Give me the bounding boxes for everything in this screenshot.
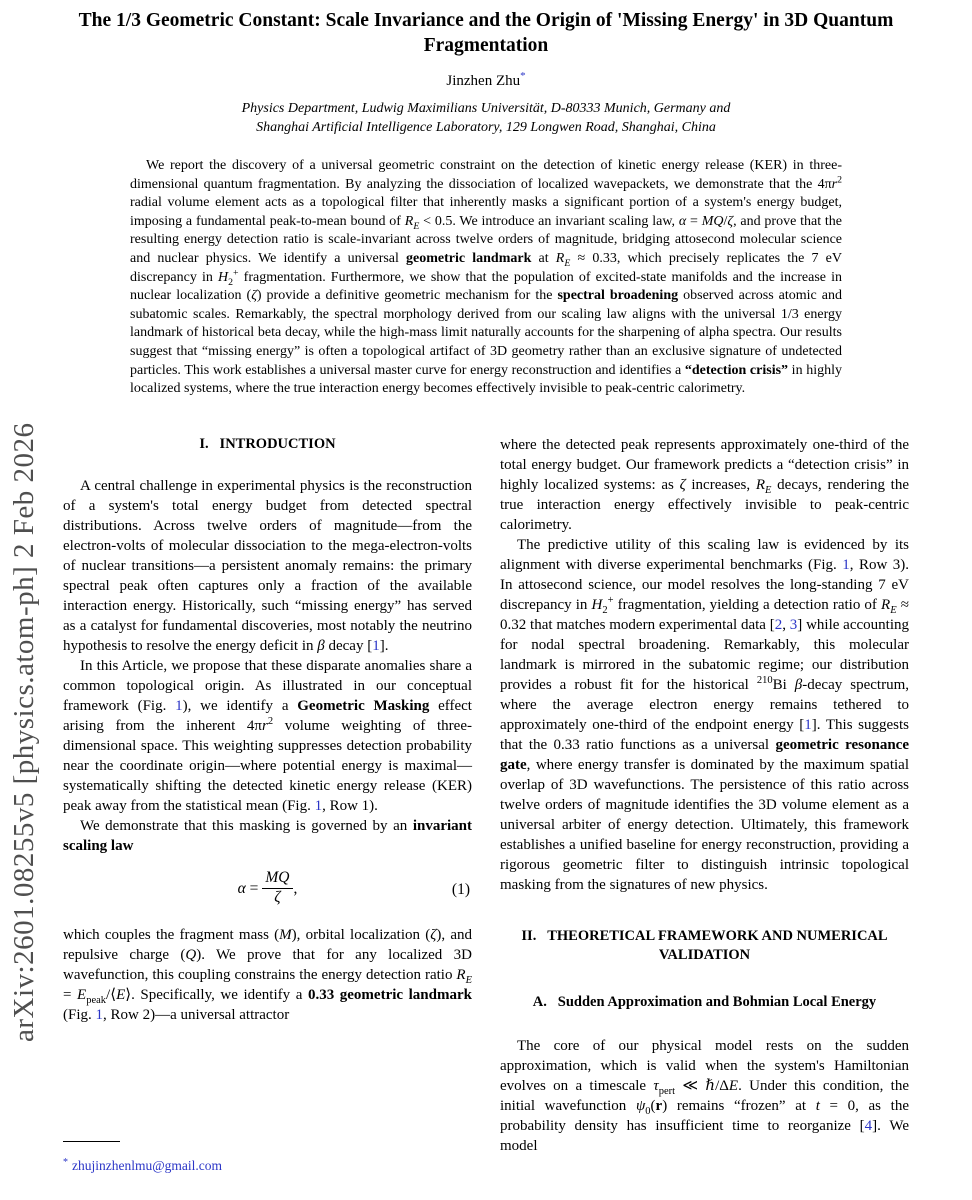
- left-column: [63, 435, 472, 1156]
- abstract: We report the discovery of a universal geometric constraint on the detection of kinetic energy release (KER) in three-dimensional quantum fragmentation. By analyzing the dissociation of localized wavepackets, we demonstrate that the $4\pi r^2$ radial volume element acts as a topological filter that inherently masks a significant portion of a system's energy budget, imposing a fundamental peak-to-mean bound of $R_E < 0.5$. We introduce an invariant scaling law, α = MQ/ζ, and prove that the resulting energy detection ratio is scale-invariant across twelve orders of magnitude, bridging attosecond molecular science and nuclear physics. We identify a universal geometric landmark at $R_E \approx 0.33$, which precisely replicates the 7 eV discrepancy in $H_2^+$ fragmentation. Furthermore, we show that the population of excited-state manifolds and the increase in nuclear localization (ζ) provide a definitive geometric mechanism for the spectral broadening observed across atomic and subatomic scales. Remarkably, the spectral morphology derived from our scaling law aligns with the universal 1/3 energy landmark of historical beta decay, while the high-mass limit naturally accounts for the sharpening of alpha spectra. Our results suggest that “missing energy” is often a topological artifact of 3D geometry rather than an exclusive signature of undetected particles. This work establishes a universal master curve for energy reconstruction and identifies a “detection crisis” in highly localized systems, where the true interaction energy becomes effectively invisible to peak-centric calorimetry.: [130, 158, 843, 397]
- section-heading-theoretical-framework: II. THEORETICAL FRAMEWORK AND NUMERICAL VALIDATION: [521, 927, 888, 963]
- intro-paragraph-3b: which couples the fragment mass (M), orbital localization (ζ), and repulsive charge (Q). We prove that for any localized 3D wavefunction, this coupling constrains the energy detection ratio $R_E$ = $E_{peak}/⟨E⟩$. Specifically, we identify a 0.33 geometric landmark (Fig. 1, Row 2)—a universal attractor: [63, 927, 472, 1024]
- two-column-body: [63, 435, 909, 1156]
- intro-paragraph-1: A central challenge in experimental physics is the reconstruction of a system's total energy budget from detected spectral distributions. Across twelve orders of magnitude—from the electron-volts of molecular dissociation to the mega-electron-volts of nuclear transitions—a persistent anomaly remains: the primary spectral peak often captures only a fraction of the available interaction energy. Historically, such “missing energy” has served as a catalyst for fundamental discoveries, most notably the neutrino hypothesis to resolve the energy deficit in β decay [1].: [63, 477, 472, 654]
- paper-title-line1: The 1/3 Geometric Constant: Scale Invariance and the Origin of 'Missing Energy' in 3D Quantum: [78, 10, 894, 31]
- author-name: Jinzhen Zhu: [446, 73, 521, 89]
- framework-paragraph-1: The core of our physical model rests on the sudden approximation, which is valid when the system's Hamiltonian evolves on a timescale $\tau_{pert}$ ≪ ℏ/ΔE. Under this condition, the initial wavefunction $\psi_0(r)$ remains “frozen” at t = 0, as the probability density has insufficient time to reorganize [4]. We model: [500, 1037, 909, 1154]
- affiliation-line-2: Shanghai Artificial Intelligence Laboratory, 129 Longwen Road, Shanghai, China: [256, 120, 716, 135]
- right-column: [500, 435, 909, 1156]
- paper-title: [63, 8, 909, 58]
- subsection-heading-sudden-approximation: A. Sudden Approximation and Bohmian Local Energy: [532, 993, 877, 1010]
- author-footnote-mark[interactable]: *: [520, 70, 526, 82]
- footnote-area: [63, 1141, 472, 1174]
- equation-1-fraction: [262, 869, 292, 907]
- paper-content: [63, 8, 909, 1156]
- affiliation-line-1: Physics Department, Ludwig Maximilians Universität, D-80333 Munich, Germany and: [241, 101, 731, 116]
- equation-1-denominator: ζ: [274, 888, 281, 906]
- author-email-link[interactable]: zhujinzhenlmu@gmail.com: [72, 1158, 223, 1173]
- intro-paragraph-2: In this Article, we propose that these disparate anomalies share a common topological origin. As illustrated in our conceptual framework (Fig. 1), we identify a Geometric Masking effect arising from the inherent $4\pi r^2$ volume weighting of three-dimensional space. This weighting suppresses detection probability near the coordinate origin—where potential energy is maximal—systematically shifting the detected kinetic energy release (KER) peak away from the statistical mean (Fig. 1, Row 1).: [63, 657, 472, 814]
- equation-1-trailing-comma: ,: [293, 880, 298, 898]
- equation-1-body: [237, 868, 298, 906]
- right-paragraph-2: The predictive utility of this scaling law is evidenced by its alignment with diverse experimental benchmarks (Fig. 1, Row 3). In attosecond science, our model resolves the long-standing 7 eV discrepancy in $H_2^+$ fragmentation, yielding a detection ratio of $R_E \approx 0.32$ that matches modern experimental data [2, 3] while accounting for nodal spectral broadening. Remarkably, this molecular landmark is mirrored in the subatomic regime; our distribution provides a robust fit for the historical $^{210}$Bi β-decay spectrum, where the average electron energy remains tethered to approximately one-third of the endpoint energy [1]. This suggests that the 0.33 ratio functions as a universal geometric resonance gate, where energy transfer is dominated by the maximum spatial overlap of 3D wavefunctions. The persistence of this ratio across twelve orders of magnitude identifies the 3D volume element as a universal arbiter of energy detection. Ultimately, this framework establishes a unified baseline for energy reconstruction, providing a rigorous geometric filter to distinguish intrinsic topological masking from the signatures of new physics.: [500, 536, 910, 893]
- right-paragraph-1: where the detected peak represents approximately one-third of the total energy budget. Our framework predicts a “detection crisis” in highly localized systems: as ζ increases, $R_E$ decays, rendering the true interaction energy effectively invisible to peak-centric calorimetry.: [500, 436, 909, 533]
- equation-1-number: (1): [451, 880, 470, 898]
- equation-1-numerator: MQ: [262, 869, 292, 889]
- section-heading-introduction: I. INTRODUCTION: [199, 435, 336, 452]
- equation-1: [63, 869, 472, 911]
- footnote-mark: *: [63, 1156, 68, 1168]
- equation-1-lhs: α =: [237, 880, 259, 898]
- paper-title-line2: Fragmentation: [423, 35, 549, 56]
- arxiv-watermark: arXiv:2601.08255v5 [physics.atom-ph] 2 Feb 2026: [8, 422, 40, 1042]
- footnote-rule: [63, 1141, 120, 1142]
- author-line: [63, 70, 909, 90]
- intro-paragraph-3a: We demonstrate that this masking is governed by an invariant scaling law: [63, 817, 472, 854]
